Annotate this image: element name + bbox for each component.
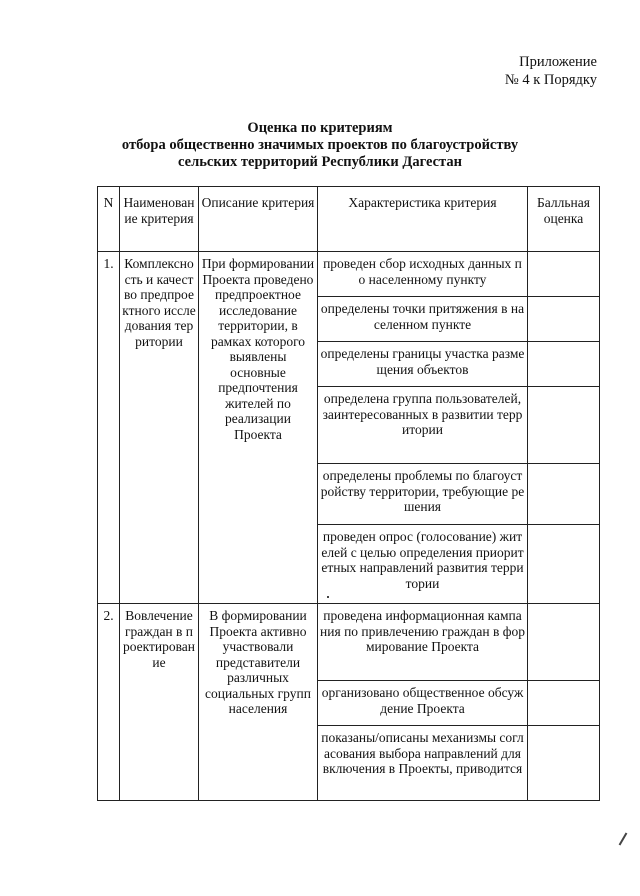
row-2-item-1-score — [528, 604, 600, 681]
row-1-item-6-score — [528, 525, 600, 604]
row-2-name: Вовлечение граждан в проектирование — [120, 604, 199, 801]
table-header-row — [98, 187, 600, 252]
row-1-item-6: проведен опрос (голосование) жителей с целью определения приоритетных направлений развития территории — [318, 525, 528, 604]
row-1-name: Комплексность и качество предпроектного исследования территории — [120, 252, 199, 604]
row-1-item-3-score — [528, 342, 600, 387]
header-score: Балльная оценка — [528, 187, 600, 252]
title-line-3: сельских территорий Республики Дагестан — [178, 154, 462, 170]
header-description: Описание критерия — [199, 187, 318, 252]
row-1-description: При формировании Проекта проведено предпроектное исследование территории, в рамках которого выявлены основные предпочтения жителей по реализации Проекта — [199, 252, 318, 604]
row-1-item-2: определены точки притяжения в населенном пункте — [318, 297, 528, 342]
scan-edge-mark — [619, 832, 628, 845]
title-line-2: отбора общественно значимых проектов по благоустройству — [121, 137, 519, 153]
row-2-item-2-score — [528, 681, 600, 726]
header-name: Наименование критерия — [120, 187, 199, 252]
row-2-item-3-score — [528, 726, 600, 801]
document-title — [0, 120, 640, 171]
appendix-line-2: № 4 к Порядку — [504, 72, 597, 88]
row-1-number: 1. — [98, 252, 120, 604]
title-line-1: Оценка по критериям — [247, 120, 393, 136]
appendix-line-1: Приложение — [519, 54, 597, 70]
row-2-item-2: организовано общественное обсуждение Проекта — [318, 681, 528, 726]
scan-dot-mark — [327, 596, 329, 598]
row-1-item-4-score — [528, 387, 600, 464]
table-row — [98, 252, 600, 297]
header-characteristic: Характеристика критерия — [318, 187, 528, 252]
row-1-item-1: проведен сбор исходных данных по населенному пункту — [318, 252, 528, 297]
row-1-item-3: определены границы участка размещения объектов — [318, 342, 528, 387]
row-1-item-5-score — [528, 464, 600, 525]
row-2-item-3: показаны/описаны механизмы согласования выбора направлений для включения в Проекты, приводится — [318, 726, 528, 801]
row-2-description: В формировании Проекта активно участвовали представители различных социальных групп населения — [199, 604, 318, 801]
row-1-item-1-score — [528, 252, 600, 297]
criteria-table — [97, 186, 600, 801]
row-1-item-4: определена группа пользователей, заинтересованных в развитии территории — [318, 387, 528, 464]
row-1-item-2-score — [528, 297, 600, 342]
header-number: N — [98, 187, 120, 252]
row-2-number: 2. — [98, 604, 120, 801]
row-1-item-5: определены проблемы по благоустройству территории, требующие решения — [318, 464, 528, 525]
table-row — [98, 604, 600, 681]
row-2-item-1: проведена информационная кампания по привлечению граждан в формирование Проекта — [318, 604, 528, 681]
appendix-note — [505, 53, 597, 89]
